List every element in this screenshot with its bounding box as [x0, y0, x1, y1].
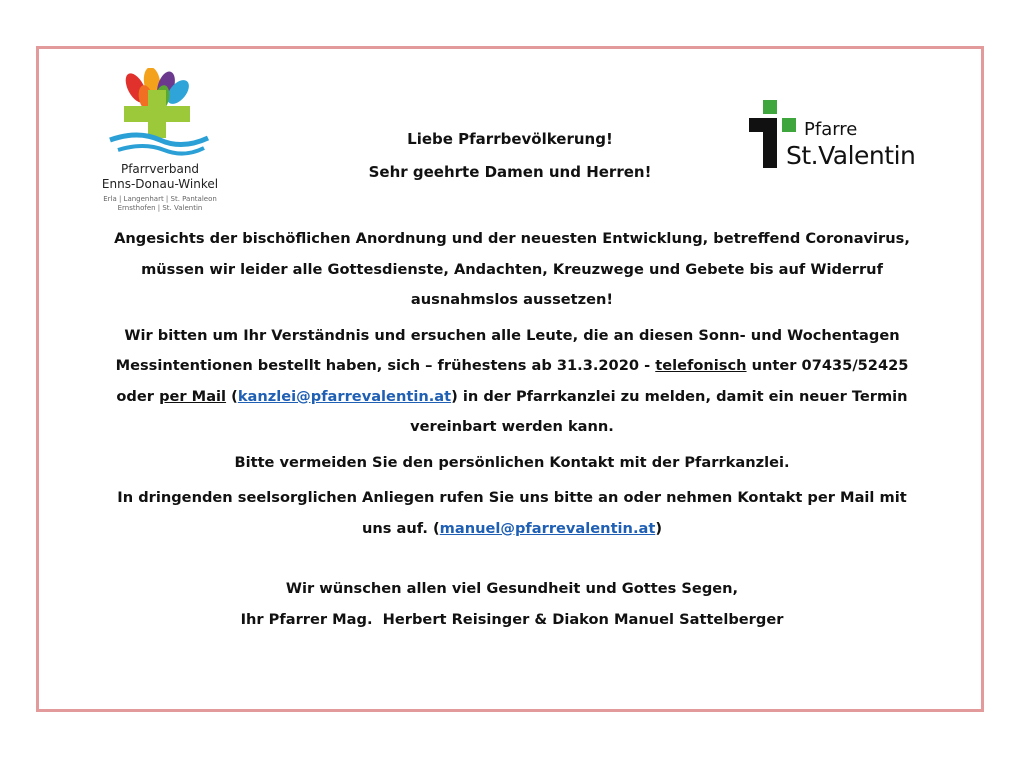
per-mail-underlined: per Mail — [159, 387, 227, 405]
text-line — [40, 382, 984, 413]
org-parishes-line2: Ernsthofen | St. Valentin — [117, 204, 203, 212]
green-square-icon — [782, 118, 796, 132]
text-span: ) in der Pfarrkanzlei zu melden, damit ein neuer Termin — [451, 387, 908, 405]
closing-wishes: Wir wünschen allen viel Gesundheit und Gottes Segen, — [285, 580, 739, 597]
manuel-email-link[interactable]: manuel@pfarrevalentin.at — [439, 519, 656, 537]
text-span: ) — [655, 519, 662, 537]
text-span: uns auf. ( — [362, 519, 440, 537]
paragraph-avoid-contact: Bitte vermeiden Sie den persönlichen Kontakt mit der Pfarrkanzlei. — [234, 453, 790, 471]
paragraph-cancellation — [40, 224, 984, 316]
org-parishes-line1: Erla | Langenhart | St. Pantaleon — [103, 195, 217, 203]
greeting-line1: Liebe Pfarrbevölkerung! — [407, 130, 613, 148]
closing — [40, 574, 984, 635]
text-line: müssen wir leider alle Gottesdienste, Andachten, Kreuzwege und Gebete bis auf Widerruf — [141, 260, 883, 278]
text-span: ( — [226, 387, 238, 405]
pfarrverband-logo — [80, 68, 240, 218]
signature-line: Ihr Pfarrer Mag. Herbert Reisinger & Diakon Manuel Sattelberger — [240, 610, 784, 628]
greeting-line2: Sehr geehrte Damen und Herren! — [368, 163, 652, 181]
greeting — [280, 123, 740, 189]
pfarre-st-valentin-logo — [748, 100, 928, 172]
text-line — [40, 514, 984, 545]
notice-body — [40, 224, 984, 635]
text-line: Wir bitten um Ihr Verständnis und ersuchen alle Leute, die an diesen Sonn- und Wochentagen — [124, 326, 900, 344]
org-name-line1: Pfarrverband — [120, 162, 200, 176]
text-span: oder — [116, 387, 160, 405]
text-line: In dringenden seelsorglichen Anliegen rufen Sie uns bitte an oder nehmen Kontakt per Mail mit — [117, 489, 907, 506]
paragraph-mass-intentions — [40, 321, 984, 443]
cross-arm-icon — [749, 118, 763, 132]
green-square-icon — [763, 100, 777, 114]
spacer — [40, 544, 984, 574]
telefonisch-underlined: telefonisch — [655, 357, 747, 374]
text-line — [40, 351, 984, 382]
cross-tree-logo-icon — [108, 68, 212, 160]
org-name-line2: Enns-Donau-Winkel — [101, 177, 219, 191]
kanzlei-email-link[interactable]: kanzlei@pfarrevalentin.at — [237, 387, 452, 405]
phone-number: unter 07435/52425 — [746, 357, 909, 374]
text-span: Messintentionen bestellt haben, sich – frühestens ab 31.3.2020 - — [115, 357, 656, 374]
text-line: ausnahmslos aussetzen! — [410, 291, 614, 308]
cross-stem-icon — [763, 118, 777, 168]
text-line: vereinbart werden kann. — [410, 418, 614, 435]
brand-line2: St.Valentin — [786, 141, 916, 170]
paragraph-urgent-concerns — [40, 483, 984, 544]
text-line: Angesichts der bischöflichen Anordnung und der neuesten Entwicklung, betreffend Coronavirus, — [114, 230, 910, 247]
brand-line1: Pfarre — [804, 119, 858, 140]
